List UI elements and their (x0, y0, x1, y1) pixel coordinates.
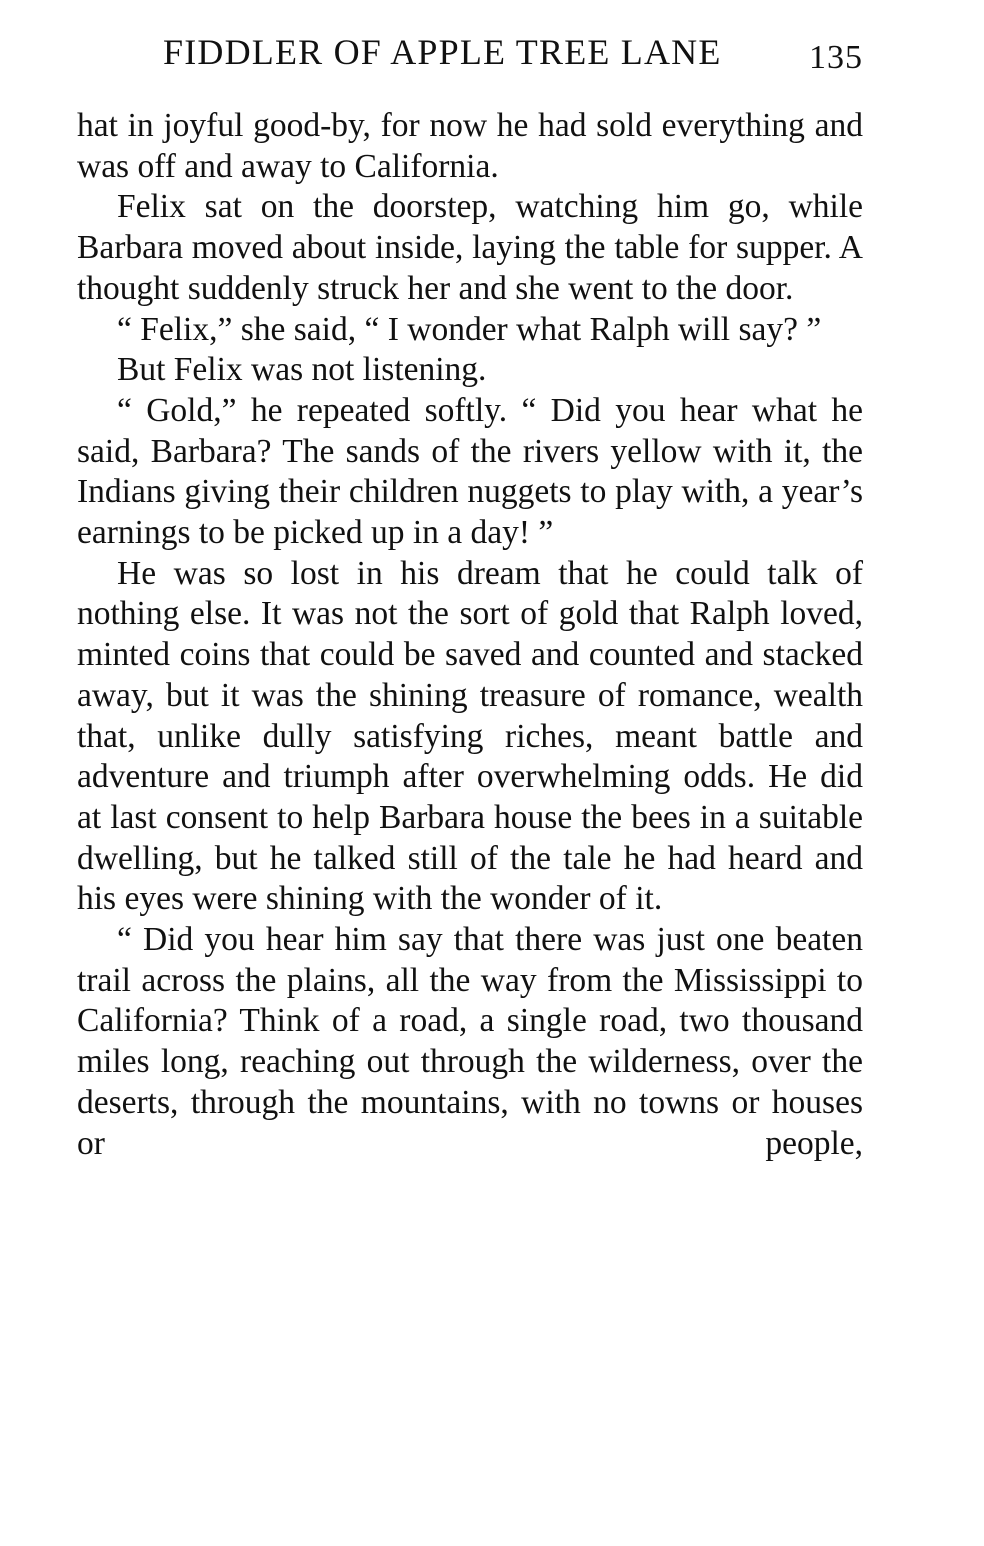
paragraph: “ Gold,” he repeated softly. “ Did you hear what he said, Barbara? The sands of the rivers yellow with it, the Indians giving their children nuggets to play with, a year’s earnings to be picked up in a day! ” (77, 391, 863, 552)
paragraph: He was so lost in his dream that he could talk of nothing else. It was not the sort of gold that Ralph loved, minted coins that could be saved and counted and stacked away, but it was the shining treasure of romance, wealth that, unlike dully satisfying riches, meant battle and adventure and triumph after overwhelming odds. He did at last consent to help Barbara house the bees in a suitable dwelling, but he talked still of the tale he had heard and his eyes were shining with the wonder of it. (77, 554, 863, 918)
paragraph: Felix sat on the doorstep, watching him go, while Barbara moved about inside, laying the table for supper. A thought suddenly struck her and she went to the door. (77, 188, 863, 307)
running-header (77, 30, 863, 78)
page-number: 135 (809, 39, 863, 76)
paragraph: “ Felix,” she said, “ I wonder what Ralph will say? ” (117, 310, 822, 348)
running-title: FIDDLER OF APPLE TREE LANE (163, 32, 722, 72)
paragraph: “ Did you hear him say that there was just one beaten trail across the plains, all the way from the Mississippi to California? Think of a road, a single road, two thousand miles long, reaching out through the wilderness, over the deserts, through the mountains, with no towns or houses or people, (77, 921, 863, 1162)
body-text (77, 106, 863, 1164)
paragraph-continuation: hat in joyful good-by, for now he had sold everything and was off and away to California. (77, 107, 863, 185)
book-page (77, 30, 863, 1164)
paragraph: But Felix was not listening. (117, 351, 487, 389)
